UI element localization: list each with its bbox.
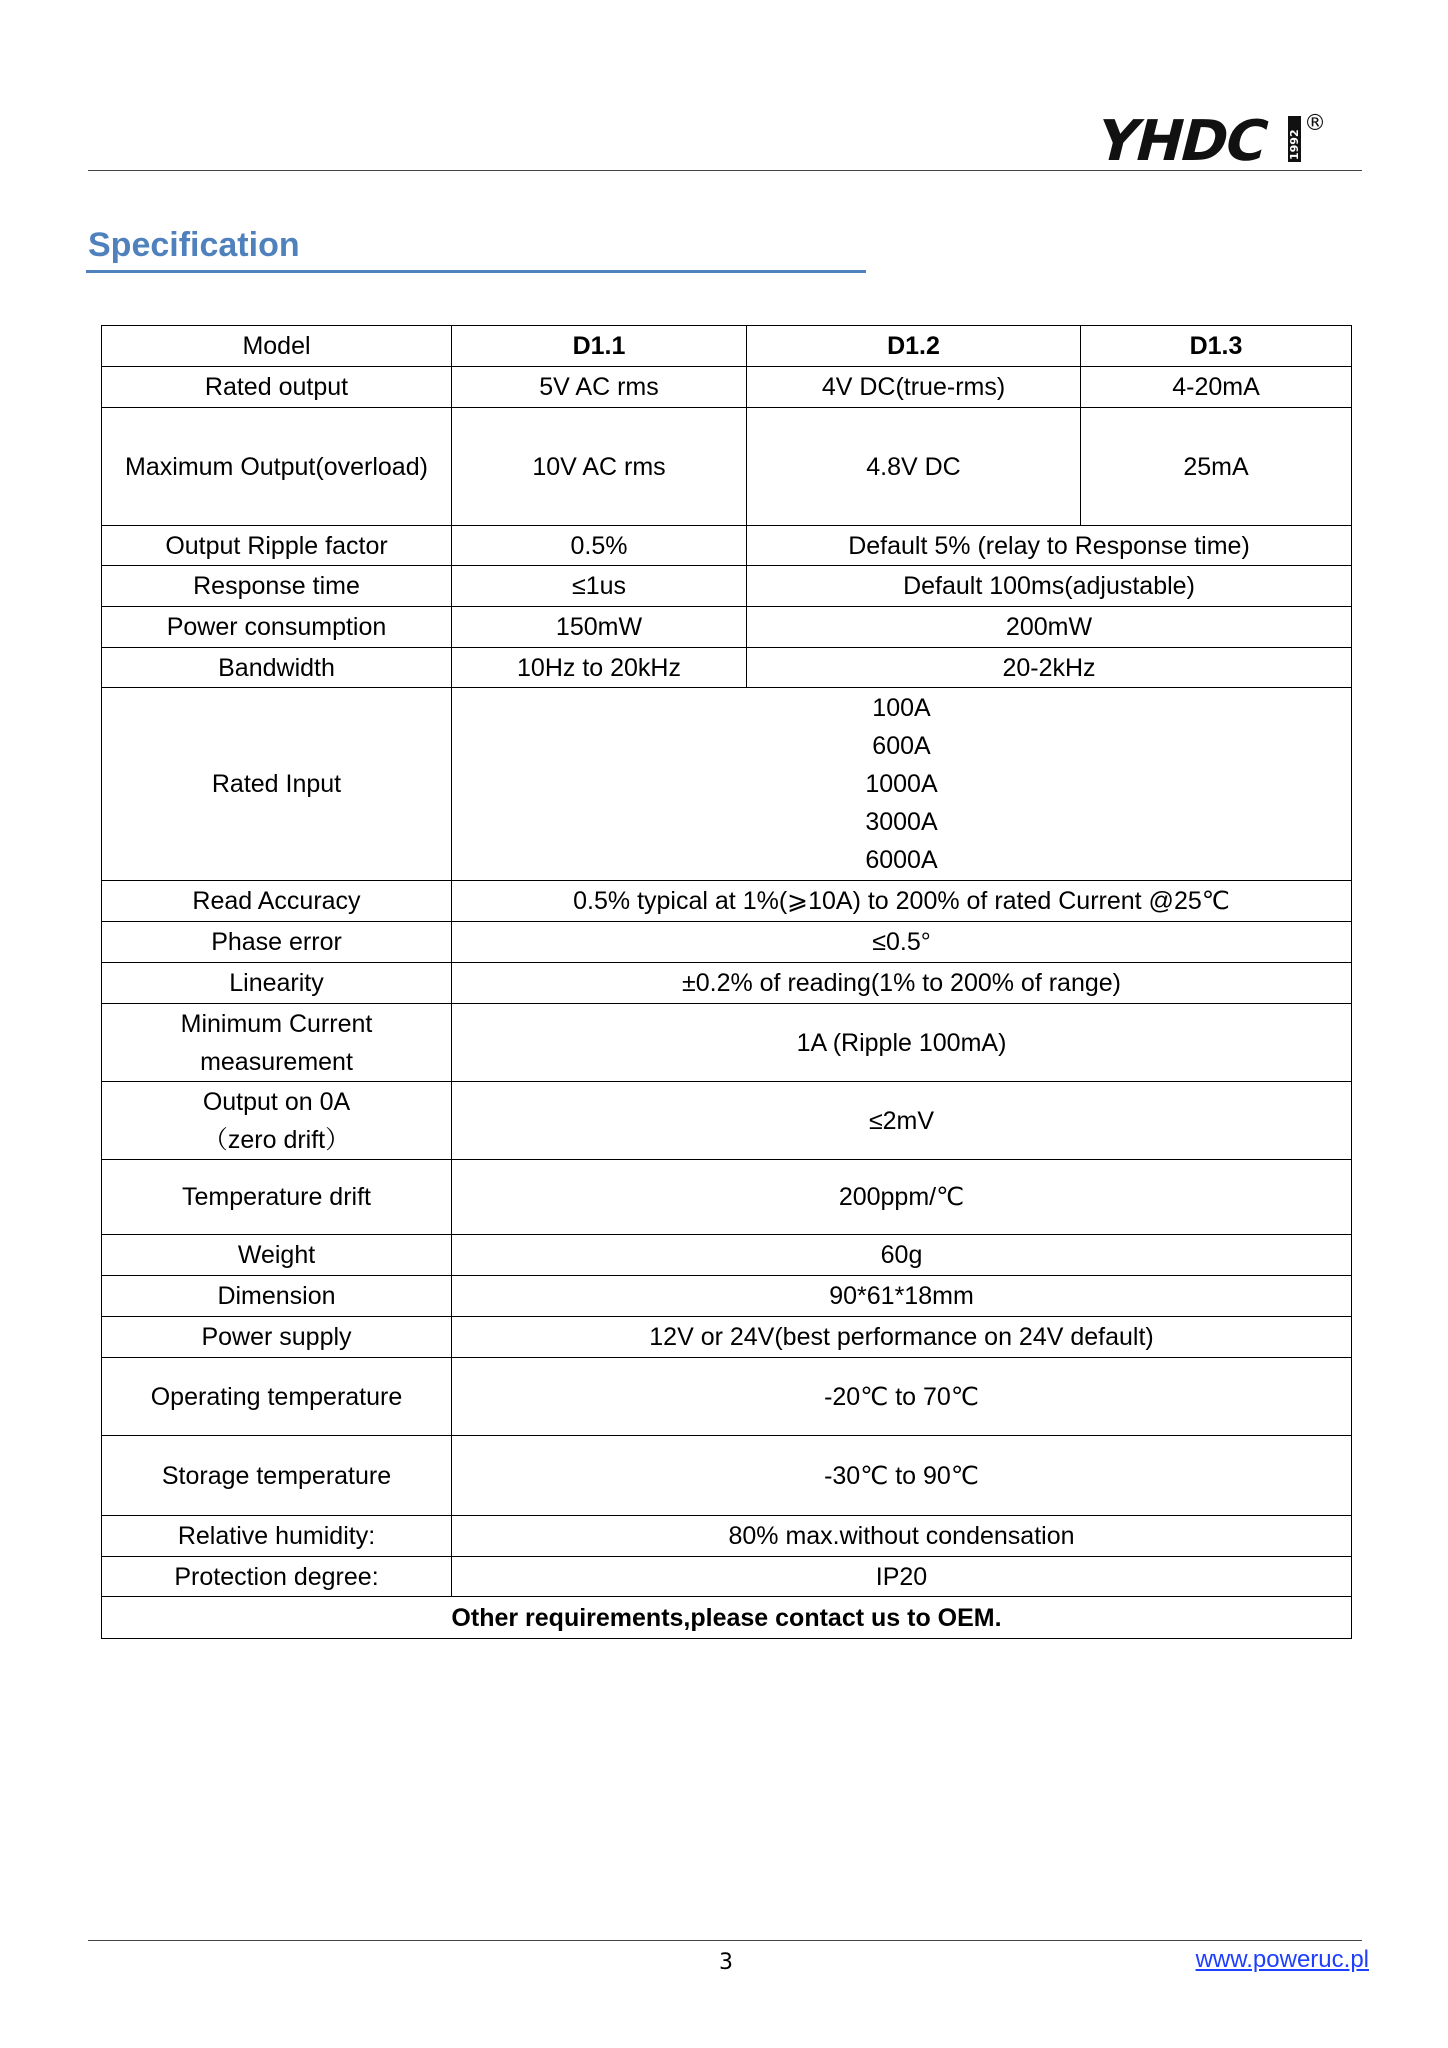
- header-rule: [88, 170, 1362, 171]
- logo-wordmark: YHDC: [1090, 108, 1274, 174]
- row-label: Linearity: [102, 963, 452, 1004]
- cell-value: 1A (Ripple 100mA): [452, 1004, 1352, 1082]
- rated-input-value: 3000A: [865, 808, 938, 836]
- table-row-model: [102, 326, 1352, 367]
- registered-mark: ®: [1304, 111, 1326, 136]
- row-label: Operating temperature: [102, 1358, 452, 1436]
- row-label: Dimension: [102, 1276, 452, 1317]
- table-row-bandwidth: [102, 648, 1352, 688]
- cell-value: ≤2mV: [452, 1082, 1352, 1160]
- row-label-line: （zero drift）: [202, 1125, 351, 1154]
- row-label: Protection degree:: [102, 1557, 452, 1597]
- cell-value: 4V DC(true-rms): [747, 367, 1081, 408]
- cell-value: 0.5%: [452, 526, 747, 566]
- row-label: Rated output: [102, 367, 452, 408]
- table-row-temperature-drift: [102, 1160, 1352, 1235]
- table-row-response-time: [102, 566, 1352, 607]
- cell-value: 12V or 24V(best performance on 24V default): [452, 1317, 1352, 1358]
- row-label-line: measurement: [200, 1047, 353, 1076]
- row-label: Power supply: [102, 1317, 452, 1358]
- row-label: Weight: [102, 1235, 452, 1276]
- yhdc-logo: [1088, 108, 1326, 174]
- cell-value: Default 5% (relay to Response time): [747, 526, 1352, 566]
- section-title-underline: [86, 270, 866, 273]
- cell-value: 10V AC rms: [452, 408, 747, 526]
- model-d1-2: D1.2: [747, 326, 1081, 367]
- row-label: Model: [102, 326, 452, 367]
- table-row-rated-input: [102, 688, 1352, 881]
- table-row-ripple: [102, 526, 1352, 566]
- page-number: 3: [719, 1950, 733, 1975]
- row-label: Storage temperature: [102, 1436, 452, 1516]
- cell-value: 60g: [452, 1235, 1352, 1276]
- section-title: Specification: [88, 226, 300, 264]
- row-label: [102, 1004, 452, 1082]
- table-row-weight: [102, 1235, 1352, 1276]
- cell-value: 200ppm/℃: [452, 1160, 1352, 1235]
- cell-value: 80% max.without condensation: [452, 1516, 1352, 1557]
- rated-input-value: 6000A: [865, 846, 938, 874]
- cell-value: ±0.2% of reading(1% to 200% of range): [452, 963, 1352, 1004]
- cell-value: 0.5% typical at 1%(⩾10A) to 200% of rated Current @25℃: [452, 881, 1352, 922]
- row-label-line: Output on 0A: [202, 1087, 351, 1116]
- cell-value: 4-20mA: [1081, 367, 1352, 408]
- rated-input-value: 600A: [872, 732, 931, 760]
- table-row-dimension: [102, 1276, 1352, 1317]
- row-label: Bandwidth: [102, 648, 452, 688]
- row-label: Output Ripple factor: [102, 526, 452, 566]
- logo-year: 1992: [1288, 129, 1301, 160]
- table-row-operating-temperature: [102, 1358, 1352, 1436]
- model-d1-1: D1.1: [452, 326, 747, 367]
- cell-value: -20℃ to 70℃: [452, 1358, 1352, 1436]
- row-label: Rated Input: [102, 688, 452, 881]
- cell-value: IP20: [452, 1557, 1352, 1597]
- cell-value: 150mW: [452, 607, 747, 648]
- row-label-line: Minimum Current: [180, 1009, 373, 1038]
- table-row-storage-temperature: [102, 1436, 1352, 1516]
- table-row-relative-humidity: [102, 1516, 1352, 1557]
- table-row-footer-note: [102, 1597, 1352, 1639]
- model-d1-3: D1.3: [1081, 326, 1352, 367]
- footer-rule: [88, 1940, 1362, 1941]
- cell-value: 10Hz to 20kHz: [452, 648, 747, 688]
- row-label: Phase error: [102, 922, 452, 963]
- cell-value: 5V AC rms: [452, 367, 747, 408]
- cell-value: -30℃ to 90℃: [452, 1436, 1352, 1516]
- cell-value: ≤1us: [452, 566, 747, 607]
- rated-input-list: [452, 688, 1352, 881]
- website-link[interactable]: www.poweruc.pl: [1195, 1946, 1369, 1973]
- cell-value: Default 100ms(adjustable): [747, 566, 1352, 607]
- rated-input-value: 100A: [872, 694, 931, 722]
- table-row-rated-output: [102, 367, 1352, 408]
- table-row-min-current: [102, 1004, 1352, 1082]
- table-row-power-consumption: [102, 607, 1352, 648]
- row-label: Temperature drift: [102, 1160, 452, 1235]
- row-label: Relative humidity:: [102, 1516, 452, 1557]
- row-label: Read Accuracy: [102, 881, 452, 922]
- cell-value: 200mW: [747, 607, 1352, 648]
- table-row-output-zero: [102, 1082, 1352, 1160]
- rated-input-value: 1000A: [865, 770, 938, 798]
- cell-value: 4.8V DC: [747, 408, 1081, 526]
- table-row-phase-error: [102, 922, 1352, 963]
- cell-value: ≤0.5°: [452, 922, 1352, 963]
- specification-table: [101, 325, 1352, 1639]
- table-row-protection-degree: [102, 1557, 1352, 1597]
- row-label: Power consumption: [102, 607, 452, 648]
- table-row-power-supply: [102, 1317, 1352, 1358]
- oem-note: Other requirements,please contact us to OEM.: [102, 1597, 1352, 1639]
- cell-value: 25mA: [1081, 408, 1352, 526]
- row-label: Maximum Output(overload): [102, 408, 452, 526]
- table-row-linearity: [102, 963, 1352, 1004]
- row-label: [102, 1082, 452, 1160]
- table-row-maximum-output: [102, 408, 1352, 526]
- row-label: Response time: [102, 566, 452, 607]
- cell-value: 20-2kHz: [747, 648, 1352, 688]
- table-row-read-accuracy: [102, 881, 1352, 922]
- cell-value: 90*61*18mm: [452, 1276, 1352, 1317]
